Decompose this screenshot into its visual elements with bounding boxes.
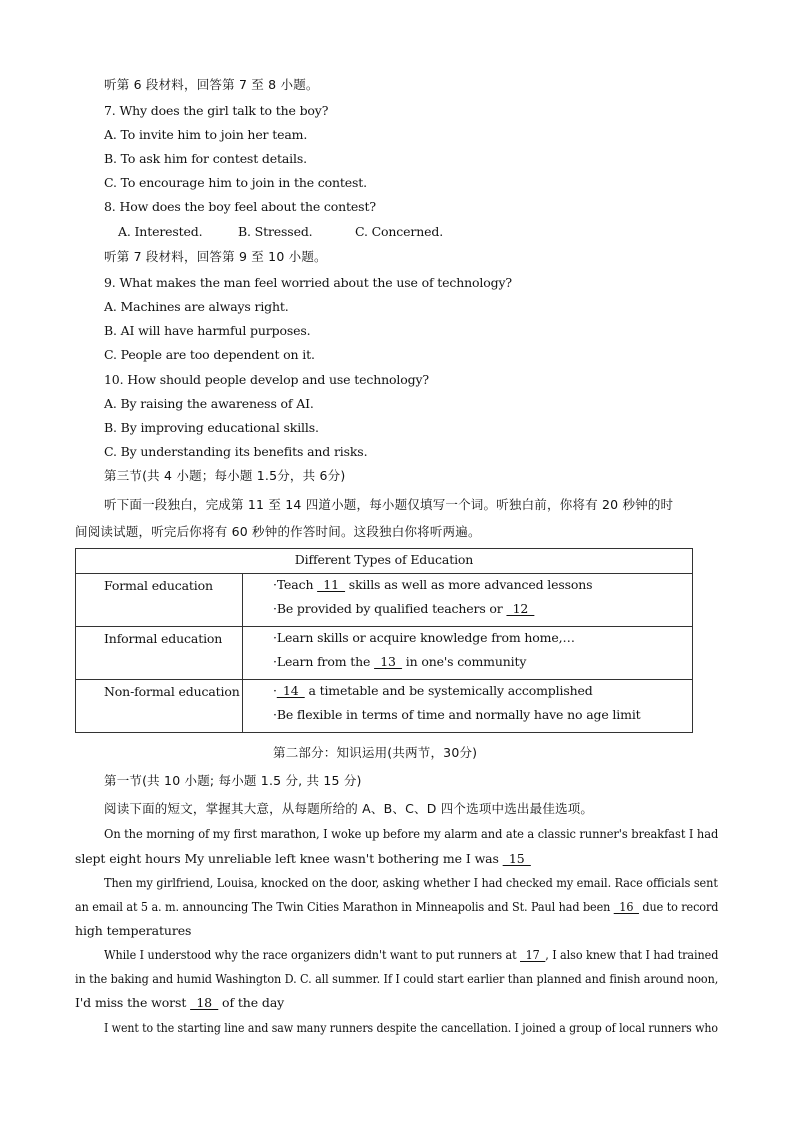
table-title: Different Types of Education xyxy=(76,549,693,574)
description-bullet xyxy=(243,577,692,593)
description-bullet xyxy=(243,654,692,670)
answer-blank-14: _14_ xyxy=(276,683,305,698)
category-cell: Formal education xyxy=(76,574,243,627)
question-10: 10. How should people develop and use technology? xyxy=(104,372,429,387)
passage-text: , I also knew that I had trained xyxy=(545,947,719,962)
question-10-option-a: A. By raising the awareness of AI. xyxy=(104,396,314,411)
passage-text: I'd miss the worst xyxy=(75,995,191,1010)
passage-paragraph-1-line-2 xyxy=(75,851,531,867)
bullet-text: ·Be provided by qualified teachers or xyxy=(273,601,507,616)
question-7: 7. Why does the girl talk to the boy? xyxy=(104,103,329,118)
question-10-option-c: C. By understanding its benefits and risks. xyxy=(104,444,368,459)
answer-blank-12: _12_ xyxy=(506,601,535,616)
passage-paragraph-1-line-1: On the morning of my first marathon, I woke up before my alarm and ate a classic runner's breakfast I had xyxy=(104,826,719,841)
passage-text: of the day xyxy=(218,995,285,1010)
material-7-instruction: 听第 7 段材料，回答第 9 至 10 小题。 xyxy=(104,249,327,264)
bullet-text: ·Learn skills or acquire knowledge from home,… xyxy=(273,630,575,645)
section-3-instruction-line-1: 听下面一段独白，完成第 11 至 14 四道小题，每小题仅填写一个词。听独白前，你将有 20 秒钟的时 xyxy=(104,497,674,512)
bullet-text: ·Learn from the xyxy=(273,654,375,669)
bullet-text: in one's community xyxy=(401,654,527,669)
answer-blank-13: _13_ xyxy=(374,654,402,669)
passage-paragraph-4-line-1: I went to the starting line and saw many runners despite the cancellation. I joined a group of local runners who xyxy=(104,1020,718,1035)
part-2-section-1-title: 第一节(共 10 小题; 每小题 1.5 分, 共 15 分) xyxy=(104,773,362,788)
question-8-option-c: C. Concerned. xyxy=(355,224,444,239)
answer-blank-18: _18_ xyxy=(190,995,219,1010)
question-10-option-b: B. By improving educational skills. xyxy=(104,420,319,435)
description-cell xyxy=(243,627,693,680)
passage-paragraph-2-line-2 xyxy=(75,899,718,915)
answer-blank-11: _11_ xyxy=(317,577,345,592)
category-cell: Non-formal education xyxy=(76,680,243,733)
description-bullet xyxy=(243,630,692,646)
question-8: 8. How does the boy feel about the contest? xyxy=(104,199,376,214)
bullet-text: · xyxy=(273,683,277,698)
passage-text: While I understood why the race organizers didn't want to put runners at xyxy=(104,947,521,962)
answer-blank-15: _15_ xyxy=(502,851,531,866)
description-bullet xyxy=(243,683,692,699)
passage-text: an email at 5 a. m. announcing The Twin Cities Marathon in Minneapolis and St. Paul had been xyxy=(75,899,614,914)
description-cell xyxy=(243,574,693,627)
answer-blank-17: _17_ xyxy=(520,947,546,962)
description-cell xyxy=(243,680,693,733)
table-row xyxy=(76,627,693,680)
question-8-option-a: A. Interested. xyxy=(118,224,203,239)
education-types-table xyxy=(75,548,693,733)
passage-text: due to record xyxy=(638,899,719,914)
passage-paragraph-3-line-1 xyxy=(104,947,718,963)
passage-paragraph-2-line-3: high temperatures xyxy=(75,923,192,938)
passage-paragraph-3-line-2: in the baking and humid Washington D. C. all summer. If I could start earlier than planned and finish around noon, xyxy=(75,971,719,986)
question-9-option-c: C. People are too dependent on it. xyxy=(104,347,315,362)
bullet-text: ·Teach xyxy=(273,577,318,592)
question-8-option-b: B. Stressed. xyxy=(238,224,313,239)
section-3-instruction-line-2: 间阅读试题，听完后你将有 60 秒钟的作答时间。这段独白你将听两遍。 xyxy=(75,524,481,539)
bullet-text: a timetable and be systemically accomplished xyxy=(304,683,593,698)
table-row xyxy=(76,574,693,627)
material-6-instruction: 听第 6 段材料，回答第 7 至 8 小题。 xyxy=(104,77,319,92)
passage-paragraph-2-line-1: Then my girlfriend, Louisa, knocked on the door, asking whether I had checked my email. Race officials sent xyxy=(104,875,718,890)
table-row xyxy=(76,680,693,733)
question-7-option-c: C. To encourage him to join in the contest. xyxy=(104,175,368,190)
question-9-option-a: A. Machines are always right. xyxy=(104,299,289,314)
passage-text: slept eight hours My unreliable left knee wasn't bothering me I was xyxy=(75,851,503,866)
part-2-title: 第二部分：知识运用(共两节，30分) xyxy=(273,745,478,760)
question-7-option-b: B. To ask him for contest details. xyxy=(104,151,307,166)
answer-blank-16: _16_ xyxy=(613,899,639,914)
description-bullet xyxy=(243,601,692,617)
description-bullet xyxy=(243,707,692,723)
section-3-title: 第三节(共 4 小题；每小题 1.5分，共 6分) xyxy=(104,468,346,483)
question-9: 9. What makes the man feel worried about the use of technology? xyxy=(104,275,512,290)
bullet-text: ·Be flexible in terms of time and normally have no age limit xyxy=(273,707,641,722)
bullet-text: skills as well as more advanced lessons xyxy=(344,577,593,592)
passage-paragraph-3-line-3 xyxy=(75,995,284,1011)
part-2-section-1-instruction: 阅读下面的短文，掌握其大意，从每题所给的 A、B、C、D 四个选项中选出最佳选项。 xyxy=(104,801,594,816)
question-9-option-b: B. AI will have harmful purposes. xyxy=(104,323,311,338)
question-7-option-a: A. To invite him to join her team. xyxy=(104,127,308,142)
category-cell: Informal education xyxy=(76,627,243,680)
